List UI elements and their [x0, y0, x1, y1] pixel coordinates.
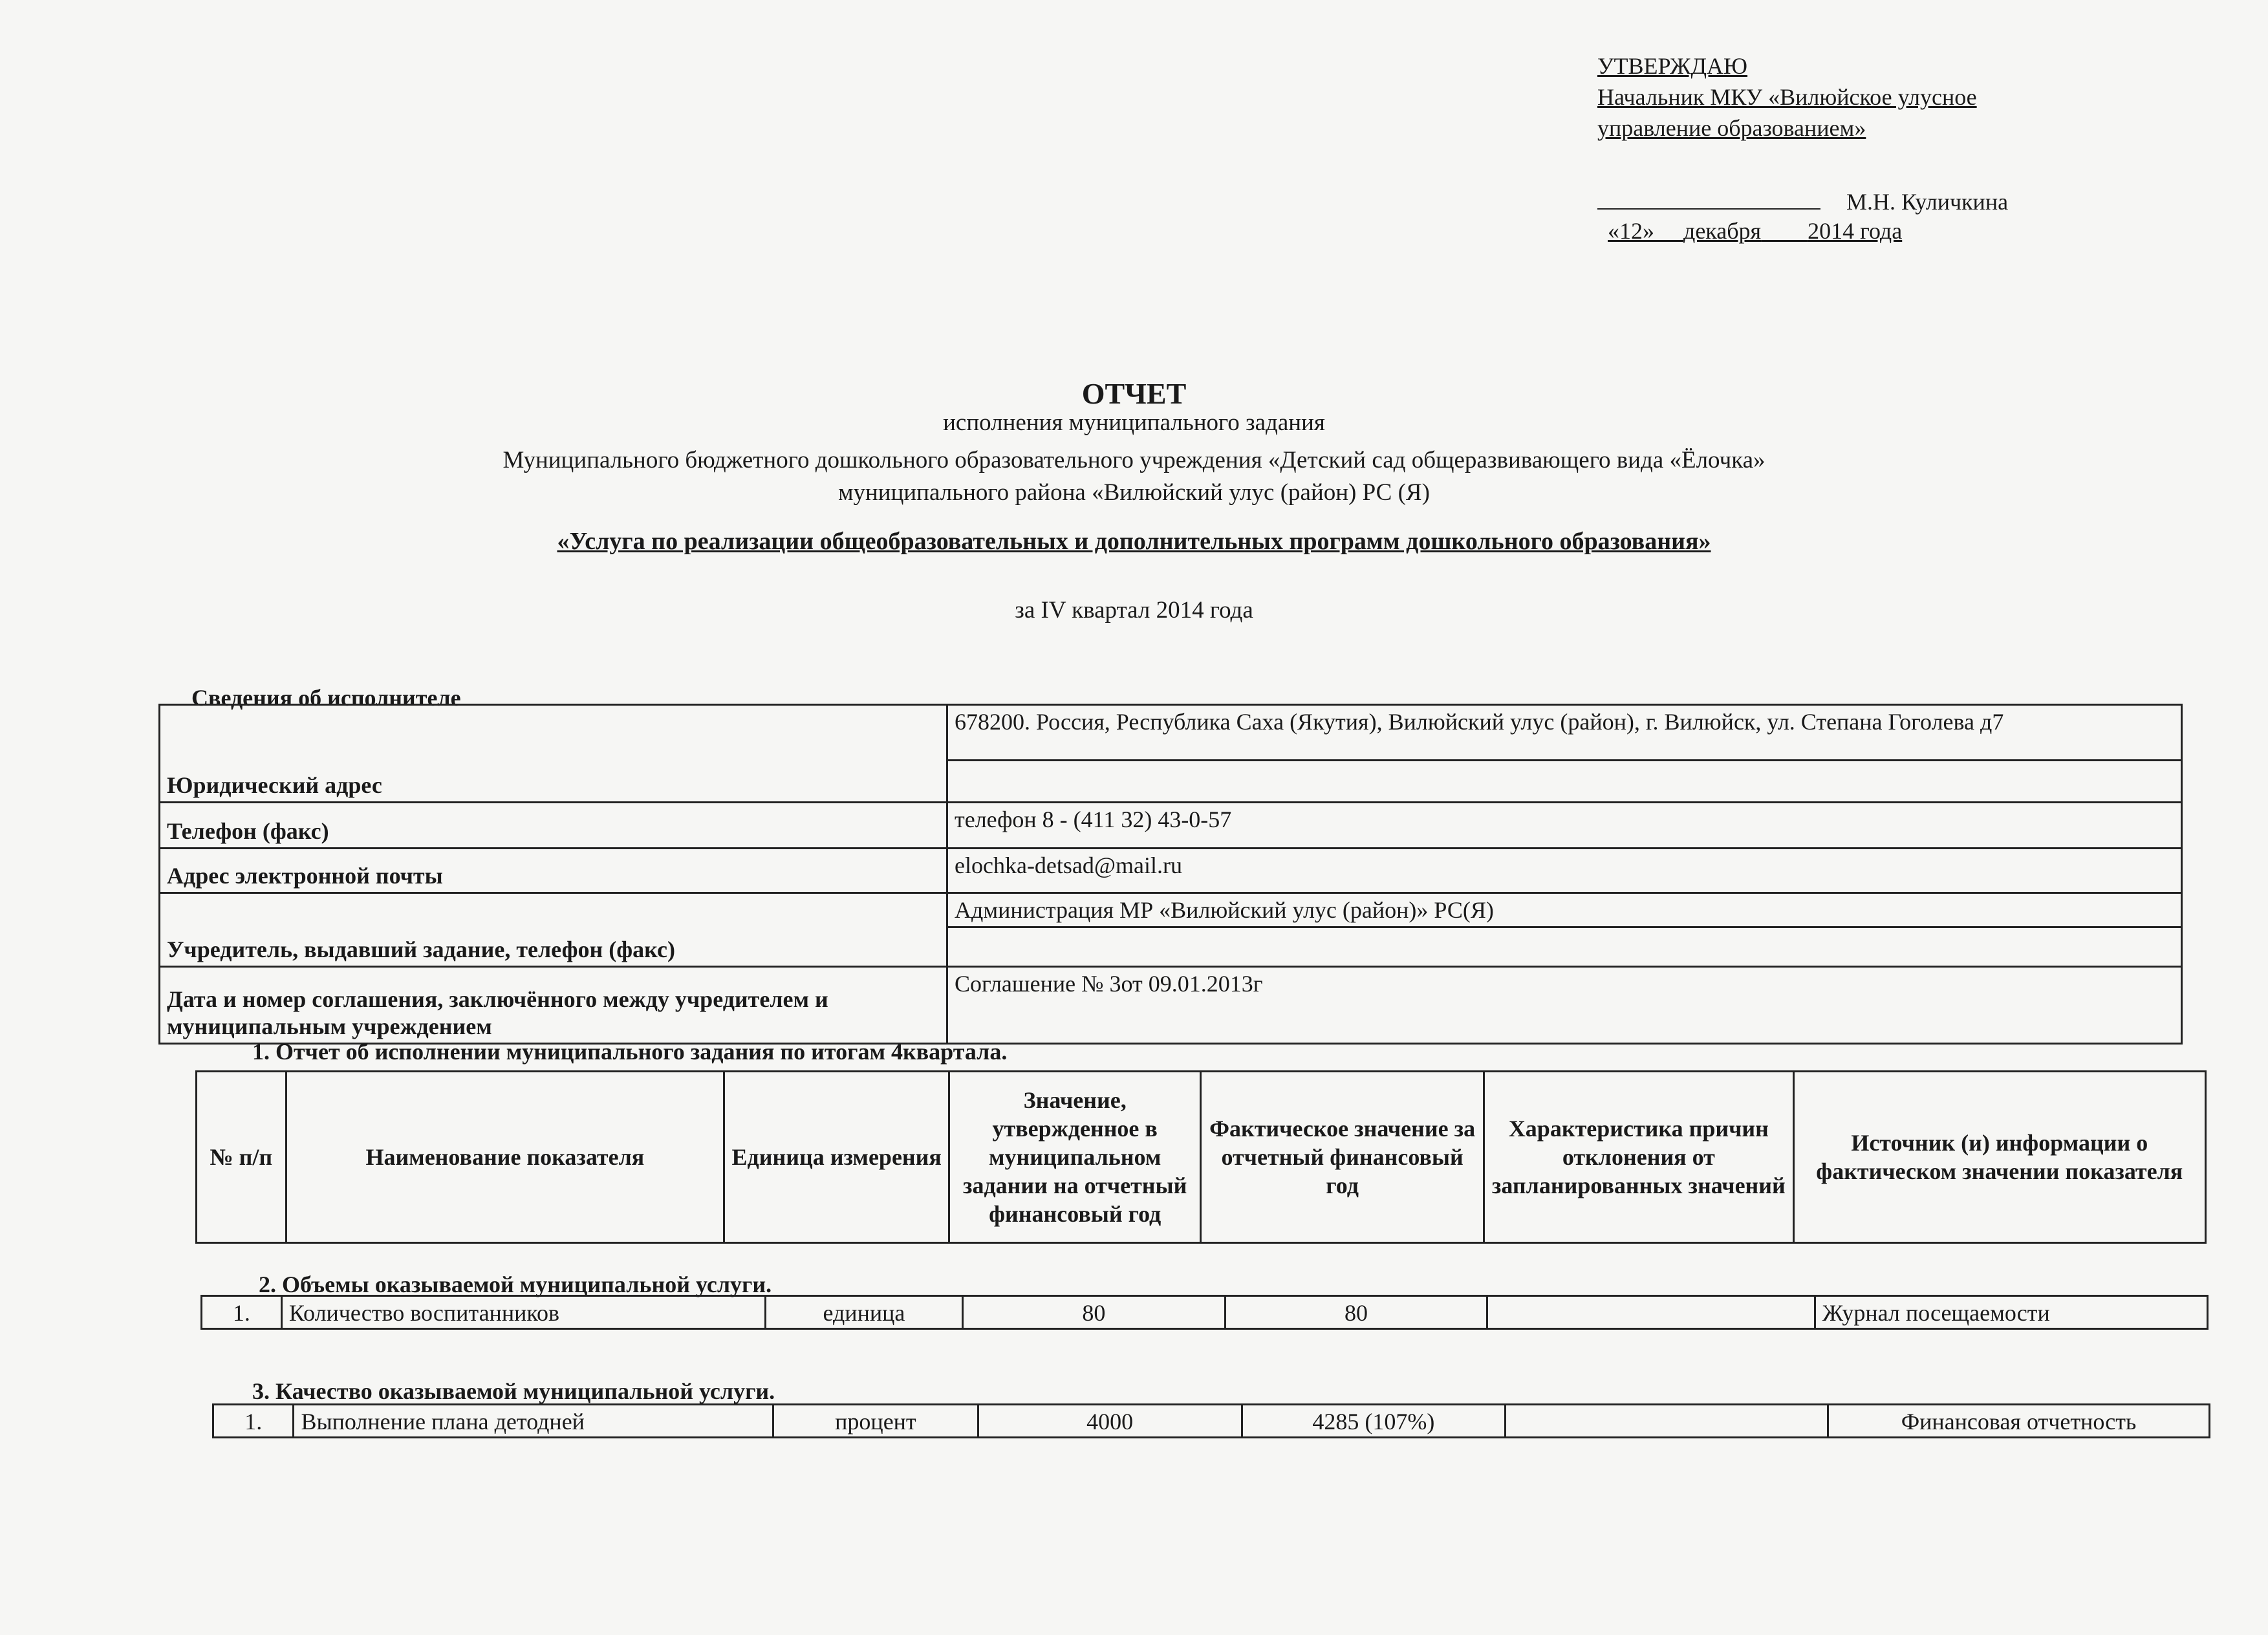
row-fact: 80: [1225, 1296, 1487, 1329]
row-plan: 4000: [978, 1405, 1242, 1438]
approver-position-line2: управление образованием»: [1597, 115, 1866, 141]
email-label: Адрес электронной почты: [160, 849, 947, 893]
report-subtitle-3: муниципального района «Вилюйский улус (район) РС (Я): [838, 479, 1430, 506]
row-unit: процент: [773, 1405, 978, 1438]
header-fact-value: Фактическое значение за отчетный финансовый год: [1201, 1072, 1484, 1243]
approve-word: УТВЕРЖДАЮ: [1597, 53, 1748, 79]
approval-block: [1597, 50, 2089, 244]
row-reason: [1506, 1405, 1828, 1438]
row-unit: единица: [765, 1296, 962, 1329]
row-plan: 80: [962, 1296, 1225, 1329]
contractor-row-email: [160, 849, 2182, 893]
approval-year: 2014 года: [1808, 218, 1903, 244]
row-fact: 4285 (107%): [1242, 1405, 1506, 1438]
address-label: Юридический адрес: [160, 705, 947, 803]
report-title: ОТЧЕТ: [1081, 377, 1187, 410]
founder-label: Учредитель, выдавший задание, телефон (факс): [160, 893, 947, 967]
signer-name: М.Н. Куличкина: [1846, 189, 2009, 215]
header-indicator-name: Наименование показателя: [286, 1072, 724, 1243]
founder-value-extra: [947, 927, 2182, 967]
contractor-row-founder: [160, 893, 2182, 927]
report-period: за IV квартал 2014 года: [1015, 597, 1253, 623]
contractor-caption: Сведения об исполнителе: [191, 685, 461, 711]
agreement-label: Дата и номер соглашения, заключённого между учредителем и муниципальным учреждением: [160, 967, 947, 1044]
signature-line: [1597, 185, 2089, 217]
table-row: [202, 1296, 2208, 1329]
signature-blank: [1597, 185, 1820, 210]
volume-table: [200, 1295, 2209, 1330]
header-info-source: Источник (и) информации о фактическом значении показателя: [1793, 1072, 2205, 1243]
address-value: 678200. Россия, Республика Саха (Якутия), Вилюйский улус (район), г. Вилюйск, ул. Степана Гоголева д7: [947, 705, 2182, 761]
report-subtitle-2: Муниципального бюджетного дошкольного образовательного учреждения «Детский сад общеразвивающего вида «Ёлочка»: [502, 447, 1766, 473]
section1-title: 1. Отчет об исполнении муниципального задания по итогам 4квартала.: [252, 1039, 1008, 1065]
row-num: 1.: [213, 1405, 294, 1438]
approval-day: «12»: [1608, 218, 1654, 244]
report-subtitle-1: исполнения муниципального задания: [943, 409, 1325, 436]
indicator-header-table: [195, 1070, 2207, 1244]
row-reason: [1487, 1296, 1815, 1329]
contractor-row-address: [160, 705, 2182, 761]
approver-position-line1: Начальник МКУ «Вилюйское улусное: [1597, 84, 1977, 110]
phone-label: Телефон (факс): [160, 803, 947, 849]
service-name: «Услуга по реализации общеобразовательных и дополнительных программ дошкольного образования»: [557, 528, 1711, 555]
founder-value: Администрация МР «Вилюйский улус (район)» РС(Я): [947, 893, 2182, 927]
address-value-extra: [947, 761, 2182, 803]
section3-title: 3. Качество оказываемой муниципальной услуги.: [252, 1378, 775, 1404]
row-num: 1.: [202, 1296, 282, 1329]
header-plan-value: Значение, утвержденное в муниципальном задании на отчетный финансовый год: [949, 1072, 1201, 1243]
contractor-row-agreement: [160, 967, 2182, 1044]
quality-table: [212, 1403, 2210, 1438]
header-unit: Единица измерения: [724, 1072, 949, 1243]
section2-title: 2. Объемы оказываемой муниципальной услуги.: [259, 1272, 772, 1297]
row-indicator-name: Количество воспитанников: [281, 1296, 765, 1329]
header-deviation-reason: Характеристика причин отклонения от запланированных значений: [1484, 1072, 1793, 1243]
row-source: Журнал посещаемости: [1815, 1296, 2207, 1329]
row-indicator-name: Выполнение плана детодней: [294, 1405, 773, 1438]
indicator-header-row: [197, 1072, 2206, 1243]
contractor-row-phone: [160, 803, 2182, 849]
approval-month: декабря: [1683, 218, 1762, 244]
header-num: № п/п: [197, 1072, 286, 1243]
agreement-value: Соглашение № 3от 09.01.2013г: [947, 967, 2182, 1044]
email-value: elochka-detsad@mail.ru: [947, 849, 2182, 893]
phone-value: телефон 8 - (411 32) 43-0-57: [947, 803, 2182, 849]
contractor-table: [158, 704, 2183, 1045]
approval-date: [1608, 217, 2089, 244]
table-row: [213, 1405, 2210, 1438]
row-source: Финансовая отчетность: [1828, 1405, 2210, 1438]
